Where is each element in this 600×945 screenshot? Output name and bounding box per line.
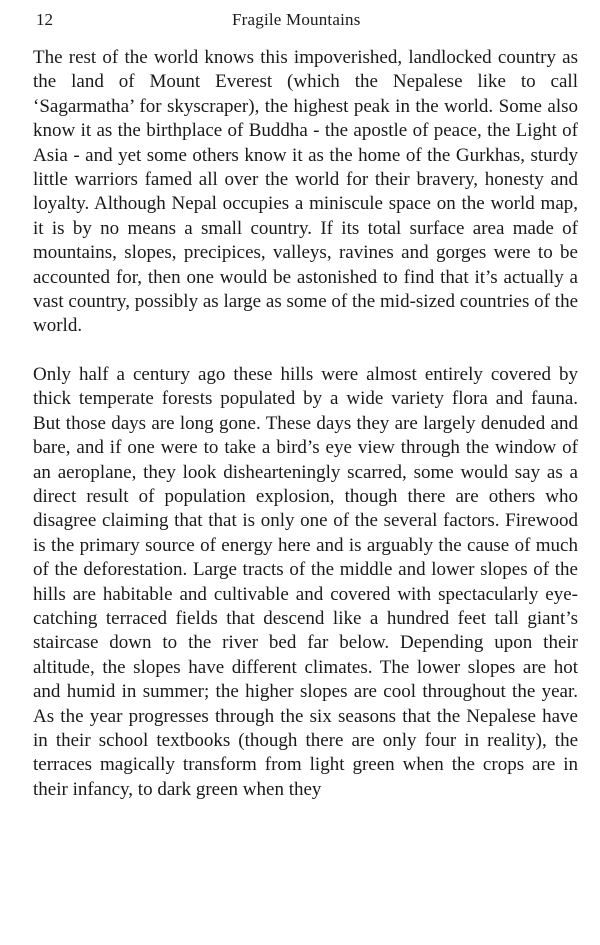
book-title: Fragile Mountains xyxy=(232,10,361,29)
body-text xyxy=(33,46,578,802)
paragraph: The rest of the world knows this impoverished, landlocked country as the land of Mount Everest (which the Nepalese like to call ‘Sagarmatha’ for skyscraper), the highest peak in the world. Some also know it as the birthplace of Buddha - the apostle of peace, the Light of Asia - and yet some others know it as the home of the Gurkhas, sturdy little warriors famed all over the world for their bravery, honesty and loyalty. Although Nepal occupies a miniscule space on the world map, it is by no means a small country. If its total surface area made of mountains, slopes, precipices, valleys, ravines and gorges were to be accounted for, then one would be astonished to find that it’s actually a vast country, possibly as large as some of the mid-sized countries of the world. xyxy=(33,47,578,337)
running-head xyxy=(36,8,576,32)
paragraph: Only half a century ago these hills were almost entirely covered by thick temperate forests populated by a wide variety flora and fauna. But those days are long gone. These days they are largely denuded and bare, and if one were to take a bird’s eye view through the window of an aeroplane, they look dishearteningly scarred, some would say as a direct result of population explosion, though there are others who disagree claiming that that is only one of the several factors. Firewood is the primary source of energy here and is arguably the cause of much of the deforestation. Large tracts of the middle and lower slopes of the hills are habitable and cultivable and covered with spectacularly eye-catching terraced fields that descend like a hundred feet tall giant’s staircase down to the river bed far below. Depending upon their altitude, the slopes have different climates. The lower slopes are hot and humid in summer; the higher slopes are cool throughout the year. As the year progresses through the six seasons that the Nepalese have in their school textbooks (though there are only four in reality), the terraces magically transform from light green when the crops are in their infancy, to dark green when they xyxy=(33,363,578,800)
page-number: 12 xyxy=(36,10,53,29)
